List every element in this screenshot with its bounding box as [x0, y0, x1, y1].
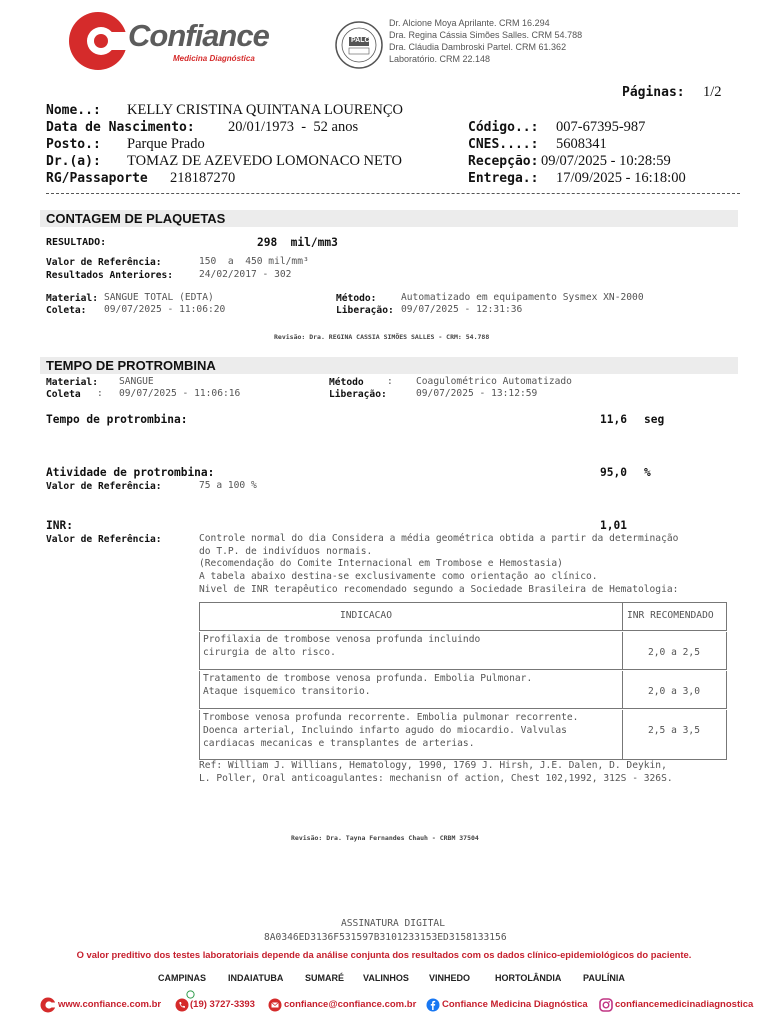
patient-post: Parque Prado	[127, 136, 205, 152]
platelets-result-label: RESULTADO:	[46, 237, 107, 248]
pages-value: 1/2	[703, 84, 722, 100]
platelets-collect: 09/07/2025 - 11:06:20	[104, 304, 226, 315]
signature-label: ASSINATURA DIGITAL	[341, 918, 445, 929]
inr-table-col-indication: INDICACAO	[340, 610, 392, 621]
inr-table-row	[199, 671, 727, 709]
brand-tagline: Medicina Diagnóstica	[173, 54, 255, 63]
pt-inr-value: 1,01	[600, 519, 627, 532]
inr-table-col-inr: INR RECOMENDADO	[627, 610, 714, 621]
inr-ref-line: (Recomendação do Comite Internacional em Trombose e Hemostasia)	[199, 558, 563, 570]
inr-row-indication: cardiacas mecanicas e transplantes de arterias.	[203, 738, 475, 749]
inr-row-value: 2,5 a 3,5	[648, 725, 700, 736]
inr-table	[199, 602, 727, 760]
doctors-list	[389, 17, 582, 65]
inr-table-header	[199, 603, 727, 631]
inr-reference-line: L. Poller, Oral anticoagulantes: mechanisn of action, Chest 102,1992, 312S - 326S.	[199, 772, 673, 784]
platelets-material: SANGUE TOTAL (EDTA)	[104, 292, 214, 303]
palc-seal-icon	[334, 20, 384, 70]
pt-activity-value: 95,0	[600, 466, 627, 479]
pt-method-label: Método	[329, 377, 364, 388]
platelets-ref-label: Valor de Referência:	[46, 257, 162, 268]
city-item: INDAIATUBA	[228, 973, 284, 983]
phone-icon	[175, 998, 189, 1012]
inr-row-indication: Trombose venosa profunda recorrente. Embolia pulmonar recorrente.	[203, 712, 579, 723]
pt-time-label: Tempo de protrombina:	[46, 413, 188, 426]
instagram-icon	[599, 998, 613, 1012]
prothrombin-review: Revisão: Dra. Tayna Fernandes Chauh - CRBM 37504	[291, 834, 479, 842]
post-label: Posto.:	[46, 137, 101, 152]
inr-ref-line: Nivel de INR terapêutico recomendado segundo a Sociedade Brasileira de Hematologia:	[199, 583, 679, 595]
patient-name: KELLY CRISTINA QUINTANA LOURENÇO	[127, 102, 403, 118]
platelets-review: Revisão: Dra. REGINA CASSIA SIMÕES SALLES - CRM: 54.788	[274, 333, 490, 341]
header-divider	[46, 193, 740, 194]
inr-table-row	[199, 710, 727, 760]
pt-material: SANGUE	[119, 376, 154, 387]
inr-row-indication: Tratamento de trombose venosa profunda. Embolia Pulmonar.	[203, 673, 533, 684]
inr-row-value: 2,0 a 2,5	[648, 647, 700, 658]
platelets-material-label: Material:	[46, 293, 98, 304]
city-item: SUMARÉ	[305, 973, 345, 983]
brand-logo	[68, 10, 268, 72]
reception-label: Recepção:	[468, 154, 539, 169]
city-item: PAULÍNIA	[583, 973, 625, 983]
patient-doctor: TOMAZ DE AZEVEDO LOMONACO NETO	[127, 153, 402, 169]
patient-rg: 218187270	[170, 170, 236, 186]
inr-ref-text	[199, 533, 678, 597]
city-item: VINHEDO	[429, 973, 471, 983]
platelets-previous-label: Resultados Anteriores:	[46, 270, 174, 281]
doctor-line: Laboratório. CRM 22.148	[389, 54, 491, 64]
platelets-ref: 150 a 450 mil/mm³	[199, 256, 309, 267]
pt-inr-ref-label: Valor de Referência:	[46, 534, 162, 545]
code-label: Código..:	[468, 120, 539, 135]
email-icon	[268, 998, 282, 1012]
brand-name: Confiance	[128, 18, 269, 53]
inr-ref-line: do T.P. de indivíduos normais.	[199, 545, 373, 557]
rg-label: RG/Passaporte	[46, 171, 148, 186]
disclaimer: O valor preditivo dos testes laboratoriais depende da análise conjunta dos resultados com os dados clínico-epidemiológicos do paciente.	[76, 949, 692, 960]
pt-release-label: Liberação:	[329, 389, 387, 400]
city-item: HORTOLÂNDIA	[495, 973, 562, 983]
pt-collect: 09/07/2025 - 11:06:16	[119, 388, 241, 399]
platelets-release: 09/07/2025 - 12:31:36	[401, 304, 523, 315]
dob-label: Data de Nascimento:	[46, 120, 195, 135]
pt-activity-unit: %	[644, 466, 651, 479]
pt-release: 09/07/2025 - 13:12:59	[416, 388, 538, 399]
city-item: CAMPINAS	[158, 973, 207, 983]
inr-row-indication: Profilaxia de trombose venosa profunda incluindo	[203, 634, 481, 645]
doctor-label: Dr.(a):	[46, 154, 101, 169]
palc-seal-text: PALC	[351, 37, 370, 44]
palc-seal	[334, 20, 384, 70]
platelets-method-label: Método:	[336, 293, 377, 304]
doctor-line: Dra. Cláudia Dambroski Partel. CRM 61.362	[389, 42, 567, 52]
facebook-icon	[426, 998, 440, 1012]
pt-method: Coagulométrico Automatizado	[416, 376, 572, 387]
platelets-collect-label: Coleta:	[46, 305, 87, 316]
inr-reference-line: Ref: William J. Willians, Hematology, 1990, 1769 J. Hirsh, J.E. Dalen, D. Deykin,	[199, 760, 667, 771]
pt-collect-label: Coleta	[46, 389, 81, 400]
inr-ref-line: A tabela abaixo destina-se exclusivamente como orientação ao clínico.	[199, 571, 598, 583]
footer-email-link[interactable]: confiance@confiance.com.br	[284, 999, 417, 1010]
inr-row-indication: cirurgia de alto risco.	[203, 647, 336, 658]
doctor-line: Dra. Regina Cássia Simões Salles. CRM 54.788	[389, 30, 583, 40]
patient-cnes: 5608341	[556, 136, 607, 152]
name-label: Nome..:	[46, 103, 101, 118]
footer-phone[interactable]: (19) 3727-3393	[190, 999, 255, 1010]
confiance-logo-icon	[68, 10, 128, 72]
inr-reference	[199, 760, 673, 785]
patient-delivery: 17/09/2025 - 16:18:00	[556, 170, 686, 186]
confiance-small-icon	[40, 997, 56, 1013]
pt-time-unit: seg	[644, 413, 665, 426]
prothrombin-title: TEMPO DE PROTROMBINA	[46, 358, 216, 373]
pt-activity-label: Atividade de protrombina:	[46, 466, 215, 479]
inr-row-indication: Doenca arterial, Incluindo infarto agudo do miocardio. Valvulas	[203, 725, 567, 736]
inr-row-value: 2,0 a 3,0	[648, 686, 700, 697]
pt-time-value: 11,6	[600, 413, 627, 426]
city-item: VALINHOS	[363, 973, 409, 983]
platelets-result: 298 mil/mm3	[257, 236, 338, 249]
signature-hash: 8A0346ED3136F531597B3101233153ED3158133156	[264, 932, 507, 943]
patient-dob: 20/01/1973 - 52 anos	[228, 119, 359, 135]
patient-reception: 09/07/2025 - 10:28:59	[541, 153, 671, 169]
inr-table-row	[199, 632, 727, 670]
inr-ref-line: Controle normal do dia Considera a média geométrica obtida a partir da determinação	[199, 533, 679, 544]
patient-code: 007-67395-987	[556, 119, 646, 135]
cnes-label: CNES....:	[468, 137, 539, 152]
platelets-release-label: Liberação:	[336, 305, 394, 316]
pt-activity-ref: 75 a 100 %	[199, 480, 257, 491]
platelets-title: CONTAGEM DE PLAQUETAS	[46, 211, 226, 226]
whatsapp-icon	[186, 990, 195, 999]
pt-inr-label: INR:	[46, 519, 73, 532]
doctor-line: Dr. Alcione Moya Aprilante. CRM 16.294	[389, 18, 550, 28]
pt-material-label: Material:	[46, 377, 98, 388]
footer-site-link[interactable]: www.confiance.com.br	[58, 999, 162, 1010]
footer-instagram-link[interactable]: confiancemedicinadiagnostica	[615, 999, 754, 1010]
inr-row-indication: Ataque isquemico transitorio.	[203, 686, 371, 697]
pages-label: Páginas:	[622, 85, 685, 100]
delivery-label: Entrega.:	[468, 171, 539, 186]
platelets-method: Automatizado em equipamento Sysmex XN-2000	[401, 292, 644, 303]
pt-method-colon: :	[387, 376, 393, 387]
pt-collect-colon: :	[97, 388, 103, 399]
pt-activity-ref-label: Valor de Referência:	[46, 481, 162, 492]
platelets-previous: 24/02/2017 - 302	[199, 269, 292, 280]
footer-facebook-link[interactable]: Confiance Medicina Diagnóstica	[442, 999, 588, 1010]
